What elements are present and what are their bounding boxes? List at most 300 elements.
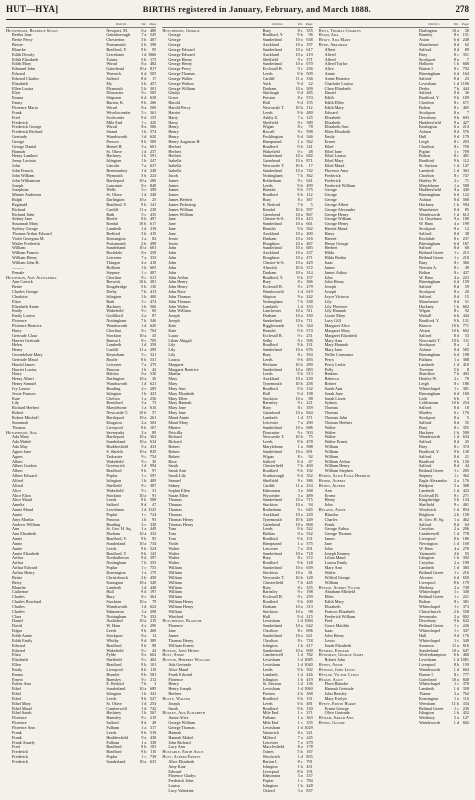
entry-page: 373 — [462, 603, 469, 609]
entry-name: Blanche — [12, 585, 26, 590]
entry-name: George William — [324, 217, 352, 222]
entry-name: John — [168, 270, 177, 275]
entry-page: 690 — [306, 647, 313, 653]
entry-name: Annie Maud — [12, 508, 34, 513]
entry-name: Huxley, Ada Elizabeth — [162, 711, 206, 716]
entry-name: Henry George — [324, 241, 349, 246]
entry-district: Salford — [418, 454, 432, 459]
entry-name: Edgar — [12, 629, 22, 634]
entry-district: Durham — [106, 532, 121, 537]
entry-district: Bradford — [262, 696, 278, 701]
entry-volume: 1 a — [297, 138, 303, 144]
entry-page: 23 — [464, 75, 469, 81]
entry-volume: 1 b — [453, 61, 459, 67]
entry-page: 497 — [150, 216, 157, 222]
entry-name: Hymers, Edward — [318, 648, 350, 653]
entry-volume: 1 d — [141, 342, 147, 348]
entry-volume: 1 c — [453, 473, 459, 479]
entry-volume: 8 a — [453, 289, 459, 295]
entry-volume: 1 b — [453, 303, 459, 309]
entry-district: Sunderland — [262, 62, 282, 67]
entry-district: Alston — [418, 328, 431, 333]
entry-name: Ethel — [324, 144, 334, 149]
entry-volume: 6 b — [453, 313, 459, 319]
entry-volume: 9 b — [141, 749, 147, 755]
entry-district: Chester-le-S. — [262, 261, 285, 265]
entry-page: 427 — [462, 119, 469, 125]
entry-volume: 1 d — [141, 507, 147, 513]
entry-name: Susannah — [12, 420, 29, 425]
entry-page: 749 — [462, 584, 469, 590]
entry-district: Bury — [418, 425, 428, 430]
entry-page: 829 — [150, 448, 157, 454]
entry-volume: 8 b — [453, 536, 459, 542]
entry-volume: 8 c — [453, 138, 459, 144]
column-header — [319, 22, 469, 28]
column-header — [6, 22, 156, 28]
entry-volume: 8 b — [141, 666, 147, 672]
entry-volume: 9 b — [297, 274, 303, 280]
entry-district: Sunderland — [262, 168, 282, 173]
entry-page: 868 — [306, 521, 313, 527]
entry-district: Gateshead — [418, 677, 437, 682]
entry-district: York — [262, 81, 271, 86]
entry-name: John Francis — [12, 168, 34, 173]
entry-volume: 1 c — [453, 623, 459, 629]
entry-volume: 1 b — [453, 710, 459, 716]
entry-volume: 9 b — [453, 114, 459, 120]
entry-volume: 9 c — [297, 177, 303, 183]
entry-district: Auckland — [262, 512, 279, 517]
entry-volume: 9 c — [297, 119, 303, 125]
entry-page: 650 — [462, 574, 469, 580]
entry-page: 338 — [150, 739, 157, 745]
entry-district: Salford — [106, 503, 119, 508]
entry-page: 621 — [150, 381, 157, 387]
entry-district: Stockport — [418, 227, 436, 232]
entry-district: Poplar — [106, 566, 118, 571]
entry-page: 693 — [462, 114, 469, 120]
entry-district: Leicester — [106, 362, 122, 367]
entry-name: Polly — [324, 367, 334, 372]
entry-page: 366 — [462, 260, 469, 265]
entry-district: Stockton — [262, 503, 278, 508]
entry-volume: 4 a — [453, 545, 459, 551]
entry-page: 683 — [306, 245, 313, 251]
entry-volume: 10 a — [139, 66, 147, 72]
entry-volume: 10 a — [295, 623, 303, 629]
entry-district: Hull — [418, 633, 427, 638]
entry-page: 400 — [150, 293, 157, 299]
entry-district: Ashton — [418, 348, 432, 353]
entry-district: Gateshead — [262, 212, 281, 217]
entry-page: 122 — [462, 192, 469, 198]
entry-name: Ethel Louisa — [324, 154, 346, 159]
entry-name: Hyslop, Victor Cyrus — [318, 672, 360, 677]
entry-district: Hampstead — [262, 541, 282, 546]
entry-volume: 10 a — [295, 565, 303, 571]
entry-page: 136 — [306, 681, 313, 687]
entry-volume: 1 d — [141, 192, 147, 198]
entry-page: 670 — [306, 61, 313, 67]
entry-page: 301 — [150, 85, 157, 91]
entry-volume: 1 d — [297, 657, 303, 663]
entry-name: Charles — [12, 604, 25, 609]
entry-volume: 6 d — [453, 574, 459, 580]
entry-name: Hutchinson, Ada — [6, 430, 38, 435]
entry-volume: 8 d — [453, 197, 459, 203]
entry-volume: 10 a — [295, 603, 303, 609]
entry-district: Darlington — [106, 377, 125, 382]
entry-page: 91 — [152, 492, 157, 498]
entry-district: Newcastle T. — [418, 338, 441, 343]
entry-volume: 10 a — [295, 240, 303, 246]
entry-name: Frederick — [12, 120, 29, 125]
entry-page: 611 — [150, 274, 157, 280]
entry-page: 392 — [462, 555, 469, 561]
entry-page: 248 — [462, 37, 469, 43]
index-entry — [319, 721, 469, 726]
entry-name: ——— — [12, 265, 25, 270]
entry-name: Reginald — [12, 202, 28, 207]
entry-volume: 7 b — [297, 201, 303, 207]
entry-name: Hannah — [168, 730, 182, 735]
entry-page: 778 — [462, 531, 469, 537]
entry-name: William — [12, 246, 26, 251]
entry-page: 102 — [306, 468, 313, 474]
entry-volume: 8 c — [453, 105, 459, 110]
entry-page: 30 — [464, 27, 469, 33]
entry-name: Alfred — [324, 52, 336, 57]
entry-volume: 9 b — [141, 497, 147, 503]
entry-name: Isabella — [168, 168, 182, 173]
entry-district: Lewisham — [262, 619, 281, 624]
entry-district: Bradford — [106, 643, 122, 648]
entry-name: John William — [12, 173, 35, 178]
entry-page: 617 — [150, 221, 157, 227]
entry-page: 499 — [306, 182, 313, 188]
entry-name: Jessie Frances — [12, 391, 36, 396]
entry-name: Florence Gladys — [168, 774, 196, 779]
entry-district: Newcastle T. — [262, 164, 285, 169]
entry-district: Woolwich — [262, 755, 280, 760]
entry-volume: 5 c — [141, 109, 147, 115]
entry-district: Salford — [418, 76, 432, 81]
entry-name: Sarah — [168, 706, 178, 711]
entry-name: Ivy Louise — [12, 386, 31, 391]
entry-volume: 6 a — [141, 27, 147, 33]
entry-volume: 8 c — [453, 260, 459, 265]
entry-name: Mary Hannah — [168, 401, 192, 406]
entry-volume: 10 a — [295, 395, 303, 401]
entry-district: Marylebone — [262, 445, 283, 450]
entry-district: Yarmouth — [418, 551, 436, 556]
entry-name: Jane — [168, 217, 176, 222]
entry-page: 460 — [462, 652, 469, 658]
entry-volume: 2 b — [453, 608, 459, 614]
entry-district: Bradford — [106, 750, 122, 755]
entry-volume: 7 a — [297, 739, 303, 745]
entry-volume: 1 a — [453, 356, 459, 362]
entry-page: 316 — [306, 235, 313, 241]
entry-district: Sheffield — [262, 478, 278, 483]
entry-name: Lizzie Mary — [324, 314, 346, 319]
entry-district: Hackney — [418, 430, 434, 435]
entry-page: 158 — [462, 511, 469, 517]
entry-page: 95 — [152, 46, 157, 52]
entry-district: Hackney — [418, 304, 434, 309]
entry-page: 1106 — [460, 80, 469, 86]
entry-page: 200 — [306, 230, 313, 236]
entry-volume: 10 a — [295, 153, 303, 159]
entry-page: 440 — [462, 187, 469, 193]
entry-name: Bertie — [12, 575, 23, 580]
index-entry — [162, 789, 312, 794]
entry-volume: 8 d — [453, 129, 459, 135]
entry-district: Islington — [106, 294, 122, 299]
entry-district: W. Ham — [106, 624, 121, 629]
entry-name: Kate — [168, 328, 177, 333]
entry-district: Cardiff — [106, 348, 119, 353]
entry-district: Hunslet — [262, 328, 276, 333]
entry-page: 12 — [464, 226, 469, 232]
entry-district: Hull — [262, 391, 271, 396]
entry-name: Hannah — [12, 149, 26, 154]
entry-name: Sarah Ann — [324, 386, 343, 391]
entry-page: 371 — [306, 56, 313, 62]
entry-district: Lambeth — [418, 566, 434, 571]
entry-name: Lucy Valentine — [168, 788, 194, 793]
entry-name: Richard Herbert — [12, 406, 40, 411]
entry-volume: 9 c — [141, 657, 147, 663]
entry-page: 854 — [462, 507, 469, 513]
entry-name: Annie — [12, 512, 23, 517]
entry-page: 321 — [150, 352, 157, 358]
entry-name: Minnie — [168, 425, 181, 430]
entry-volume: 9 c — [297, 429, 303, 435]
entry-name: Alice — [12, 488, 22, 493]
entry-name: William — [168, 575, 182, 580]
entry-district: Chester-le-S. — [262, 217, 285, 222]
entry-district: Islington — [262, 764, 278, 769]
entry-name: Elizabeth Annie — [12, 304, 39, 309]
entry-name: Ellen — [324, 595, 334, 600]
entry-volume: 10 b — [451, 322, 459, 328]
entry-name: Jenny Lavinia — [12, 159, 36, 164]
entry-name: Florence Amy — [324, 168, 349, 173]
entry-page: 302 — [150, 434, 157, 440]
entry-page: 423 — [462, 487, 469, 493]
entry-name: Annie Beatrice — [324, 76, 350, 81]
entry-page: 22 — [308, 80, 313, 86]
entry-page: 718 — [306, 550, 313, 556]
entry-page: 762 — [462, 691, 469, 697]
entry-district: Stepney — [106, 270, 120, 275]
entry-district: Newport, M. — [106, 28, 128, 33]
entry-name: Martha — [168, 372, 181, 377]
entry-page: 428 — [306, 783, 313, 789]
entry-name: Harry — [168, 120, 179, 125]
entry-district: Bedford — [106, 231, 121, 236]
entry-page: 574 — [306, 95, 313, 101]
entry-page: 94 — [308, 502, 313, 508]
entry-name: Edith Emily — [12, 638, 33, 643]
entry-page: 734 — [150, 540, 157, 546]
entry-volume: 10 b — [295, 574, 303, 580]
entry-district: Islington — [106, 159, 122, 164]
entry-volume: 8 c — [453, 51, 459, 57]
entry-volume: 1 d — [453, 720, 459, 726]
entry-volume: 4 a — [453, 221, 459, 227]
entry-page: 782 — [306, 652, 313, 658]
entry-page: 709 — [150, 337, 157, 343]
entry-name: Fred — [12, 745, 20, 750]
entry-volume: 8 c — [297, 628, 303, 634]
entry-district: Martley — [418, 411, 433, 416]
entry-district: Kingston — [106, 420, 122, 425]
entry-name: Richard — [168, 440, 182, 445]
entry-page: 335 — [306, 720, 313, 726]
entry-district: St. Saviour — [262, 682, 282, 687]
entry-name: Hutty, Walter — [162, 696, 191, 701]
entry-district: Chorlton — [418, 101, 434, 106]
entry-page: 591 — [150, 153, 157, 159]
entry-page: 242 — [306, 293, 313, 299]
entry-volume: 8 a — [453, 342, 459, 348]
entry-district: Shipston — [106, 96, 121, 101]
entry-page: 198 — [462, 352, 469, 358]
column-header-page: Page — [149, 22, 157, 26]
entry-volume: 1 b — [297, 642, 303, 648]
entry-name: Sidney — [168, 483, 180, 488]
entry-page: 333 — [150, 255, 157, 261]
entry-page: 505 — [150, 71, 157, 77]
entry-page: 381 — [150, 279, 157, 285]
entry-page: 251 — [306, 332, 313, 338]
entry-name: Hynam, Sarah Ann — [318, 716, 354, 721]
entry-page: 199 — [462, 560, 469, 566]
entry-volume: 9 d — [297, 473, 303, 479]
entry-page: 191 — [306, 768, 313, 774]
entry-district: Hartley W. — [418, 377, 438, 382]
entry-district: Bradford, Y. — [106, 551, 127, 556]
entry-page: 352 — [150, 613, 157, 619]
entry-name: Hyams, Alice — [318, 677, 343, 682]
entry-volume: 8 a — [453, 109, 459, 115]
entry-volume: 1 d — [297, 671, 303, 677]
entry-page: 236 — [462, 705, 469, 711]
entry-page: 249 — [306, 516, 313, 522]
entry-district: Chorlton — [262, 629, 278, 634]
entry-volume: 9 c — [297, 507, 303, 513]
entry-district: Bury — [262, 585, 272, 590]
entry-name: Gertrude Clara — [12, 333, 37, 338]
entry-page: 1040 — [304, 662, 313, 668]
entry-page: 668 — [462, 61, 469, 67]
entry-page: 423 — [150, 390, 157, 396]
entry-volume: 10 a — [451, 676, 459, 682]
entry-page: 639 — [306, 565, 313, 571]
entry-volume: 9 b — [297, 32, 303, 38]
entry-name: Elsie — [12, 91, 21, 96]
entry-district: Stockton — [106, 493, 122, 498]
entry-volume: 2 c — [141, 521, 147, 527]
entry-district: Northallerton — [106, 556, 129, 561]
entry-volume: 8 c — [297, 27, 303, 33]
entry-page: 346 — [150, 318, 157, 324]
entry-district: Lewisham — [106, 508, 124, 513]
entry-name: Frank Annely — [12, 740, 35, 745]
entry-page: 298 — [150, 608, 157, 614]
entry-district: Islington — [418, 556, 434, 561]
entry-name: Flora Blanche — [324, 682, 349, 687]
entry-district: Wakefield — [106, 459, 124, 464]
page-number: 278 — [455, 4, 469, 14]
entry-volume: 8 c — [453, 172, 459, 178]
entry-district: Manchester — [418, 207, 439, 212]
entry-page: 602 — [462, 303, 469, 309]
entry-page: 290 — [150, 623, 157, 629]
entry-volume: 9 b — [141, 46, 147, 52]
entry-volume: 1 b — [141, 158, 147, 164]
entry-name: Amy Kate — [168, 764, 186, 769]
entry-page: 128 — [306, 560, 313, 566]
entry-name: Robert — [12, 411, 24, 416]
entry-district: Barnsley — [262, 590, 278, 595]
entry-name: Lucy Ann — [168, 745, 185, 750]
column-header-page: Page — [462, 22, 469, 26]
entry-page: 352 — [306, 473, 313, 479]
entry-name: Alice — [324, 67, 334, 72]
entry-district: Birmingham — [418, 353, 441, 358]
entry-volume: 9 a — [453, 216, 459, 222]
entry-page: 112 — [306, 192, 313, 198]
entry-page: 285 — [306, 90, 313, 96]
entry-name: George Walter — [168, 76, 193, 81]
entry-page: 98 — [308, 608, 313, 614]
entry-district: St. Saviour — [418, 164, 438, 169]
entry-page: 318 — [150, 226, 157, 232]
entry-page: 647 — [462, 647, 469, 653]
entry-volume: 7 b — [453, 371, 459, 377]
entry-name: William — [324, 449, 339, 454]
entry-district: St. Olave — [106, 701, 122, 706]
entry-name: Robert — [324, 382, 337, 387]
entry-name: Ralph — [12, 198, 23, 203]
entry-volume: 9 a — [141, 734, 147, 740]
entry-district: Leeds — [106, 730, 117, 735]
entry-district: Stockton — [262, 571, 278, 575]
entry-volume: 8 d — [453, 293, 459, 299]
entry-volume: 9 b — [297, 143, 303, 149]
entry-name: Ethel Jane — [324, 149, 342, 154]
entry-district: Hexham — [262, 362, 277, 367]
entry-name: Susan Ellen — [168, 493, 189, 498]
entry-name: George — [12, 139, 25, 144]
entry-district: Salford — [418, 231, 432, 236]
entry-name: Annie — [12, 537, 23, 542]
entry-volume: 3 a — [297, 773, 303, 779]
entry-volume: 1 d — [141, 322, 147, 328]
entry-name: Olive Gertrude — [324, 711, 350, 716]
entry-page: 407 — [150, 269, 157, 275]
entry-volume: 1 a — [297, 715, 303, 721]
entry-page: 97 — [152, 468, 157, 474]
entry-volume: 9 c — [141, 453, 147, 459]
entry-page: 661 — [306, 221, 313, 227]
entry-page: 47 — [152, 502, 157, 508]
entry-district: Guildford — [106, 314, 123, 319]
